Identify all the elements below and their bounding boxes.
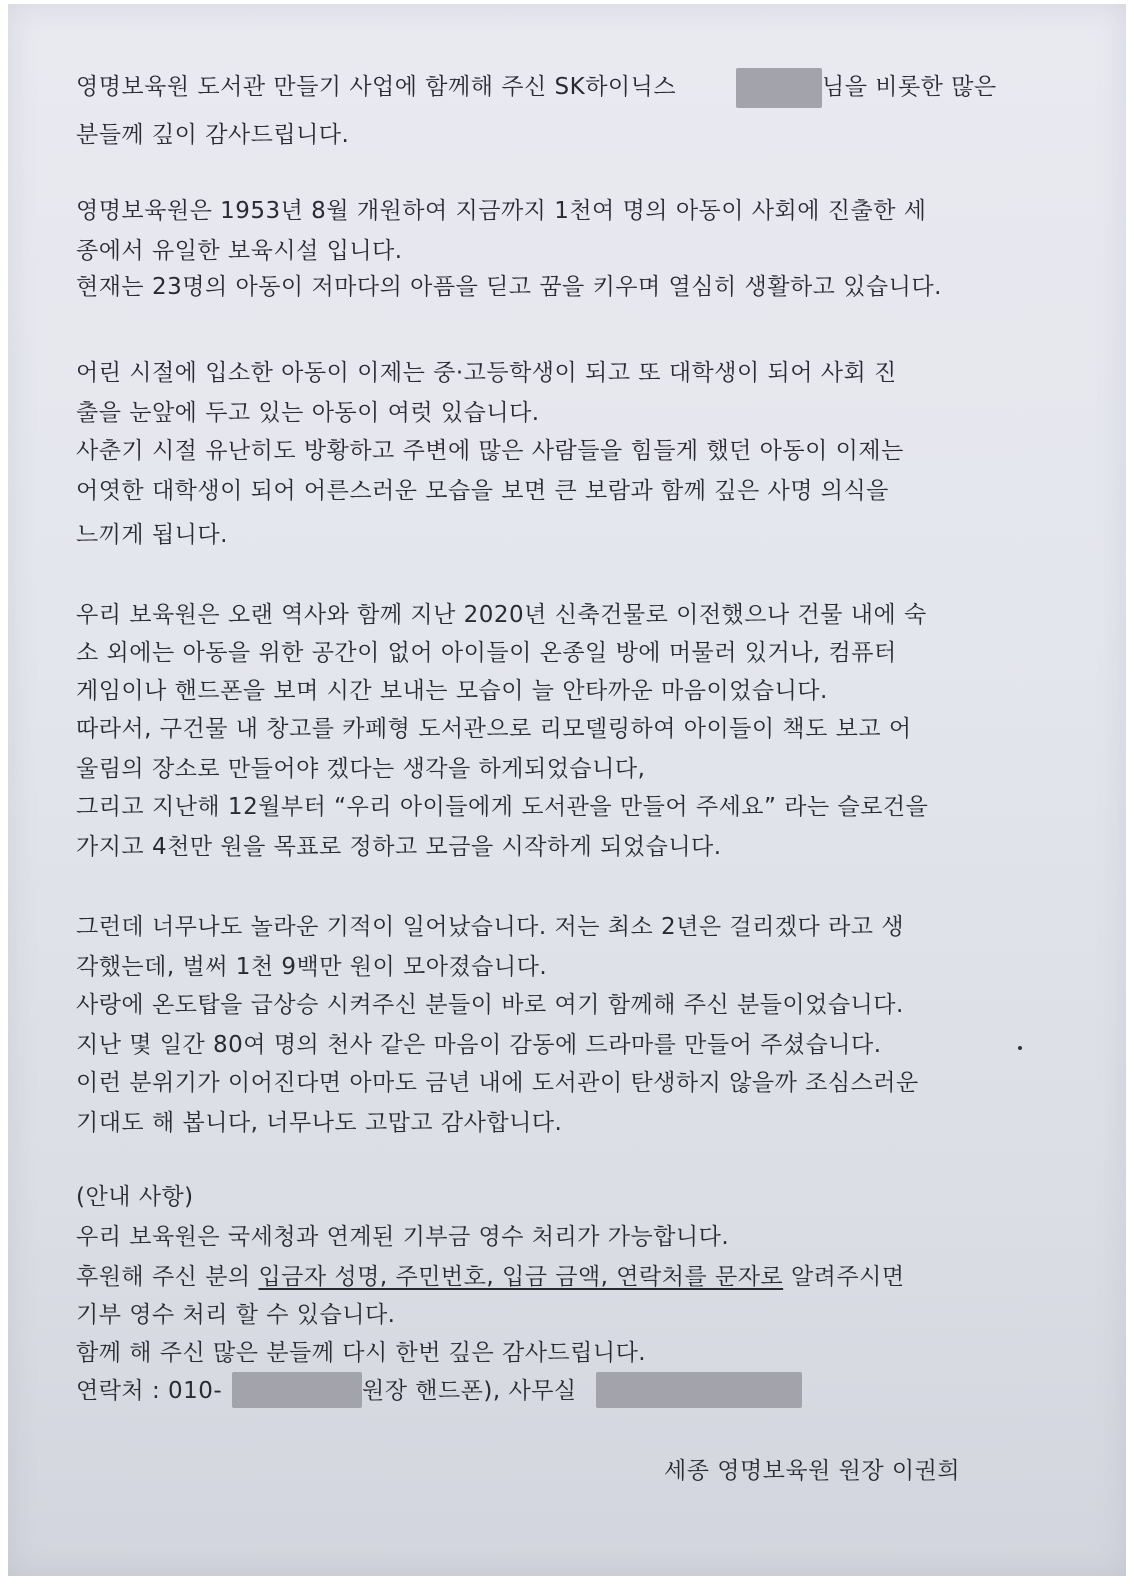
notice-heading: (안내 사항) bbox=[76, 1184, 194, 1210]
signature-line: 세종 영명보육원 원장 이권희 bbox=[664, 1458, 961, 1484]
body-line: 출을 눈앞에 두고 있는 아동이 여럿 있습니다. bbox=[76, 400, 540, 426]
body-line: 영명보육원 도서관 만들기 사업에 함께해 주신 SK하이닉스 bbox=[76, 74, 677, 100]
body-line: 소 외에는 아동을 위한 공간이 없어 아이들이 온종일 방에 머물러 있거나, 컴퓨터 bbox=[76, 640, 897, 666]
body-line: 우리 보육원은 국세청과 연계된 기부금 영수 처리가 가능합니다. bbox=[76, 1224, 730, 1250]
body-line: 함께 해 주신 많은 분들께 다시 한번 깊은 감사드립니다. bbox=[76, 1340, 647, 1366]
body-line: 울림의 장소로 만들어야 겠다는 생각을 하게되었습니다, bbox=[76, 756, 646, 782]
body-line: 어엿한 대학생이 되어 어른스러운 모습을 보면 큰 보람과 함께 깊은 사명 의식을 bbox=[76, 478, 889, 504]
body-line: 기대도 해 봅니다, 너무나도 고맙고 감사합니다. bbox=[76, 1110, 563, 1136]
body-line: 우리 보육원은 오랜 역사와 함께 지난 2020년 신축건물로 이전했으나 건물 내에 숙 bbox=[76, 602, 927, 628]
body-line: 영명보육원은 1953년 8월 개원하여 지금까지 1천여 명의 아동이 사회에 진출한 세 bbox=[76, 198, 927, 224]
body-line: 사춘기 시절 유난히도 방황하고 주변에 많은 사람들을 힘들게 했던 아동이 이제는 bbox=[76, 438, 904, 464]
body-line: 그리고 지난해 12월부터 “우리 아이들에게 도서관을 만들어 주세요” 라는 슬로건을 bbox=[76, 794, 929, 820]
body-line: 따라서, 구건물 내 창고를 카페형 도서관으로 리모델링하여 아이들이 책도 보고 어 bbox=[76, 716, 912, 742]
body-line: 지난 몇 일간 80여 명의 천사 같은 마음이 감동에 드라마를 만들어 주셨습니다. bbox=[76, 1032, 882, 1058]
body-line: 분들께 깊이 감사드립니다. bbox=[76, 122, 350, 148]
body-line: 사랑에 온도탑을 급상승 시켜주신 분들이 바로 여기 함께해 주신 분들이었습니다. bbox=[76, 992, 904, 1018]
redacted-office-phone bbox=[596, 1372, 802, 1408]
body-line: 님을 비롯한 많은 bbox=[822, 74, 997, 100]
body-line: 느끼게 됩니다. bbox=[76, 522, 228, 548]
body-line: 현재는 23명의 아동이 저마다의 아픔을 딛고 꿈을 키우며 열심히 생활하고 있습니다. bbox=[76, 274, 942, 300]
stray-mark bbox=[1018, 1046, 1022, 1050]
body-line: 종에서 유일한 보육시설 입니다. bbox=[76, 238, 403, 264]
body-line: 기부 영수 처리 할 수 있습니다. bbox=[76, 1302, 396, 1328]
redacted-name bbox=[736, 68, 822, 108]
body-line: 이런 분위기가 이어진다면 아마도 금년 내에 도서관이 탄생하지 않을까 조심스러운 bbox=[76, 1070, 919, 1096]
body-line: 가지고 4천만 원을 목표로 정하고 모금을 시작하게 되었습니다. bbox=[76, 834, 722, 860]
redacted-phone bbox=[232, 1372, 362, 1408]
body-line: 그런데 너무나도 놀라운 기적이 일어났습니다. 저는 최소 2년은 걸리겠다 라고 생 bbox=[76, 914, 905, 940]
body-line: 후원해 주신 분의 입금자 성명, 주민번호, 입금 금액, 연락처를 문자로 알려주시면 bbox=[76, 1264, 905, 1290]
body-line: 어린 시절에 입소한 아동이 이제는 중·고등학생이 되고 또 대학생이 되어 사회 진 bbox=[76, 360, 897, 386]
contact-line: 연락처 : 010- bbox=[76, 1378, 223, 1404]
contact-line: 원장 핸드폰), 사무실 bbox=[362, 1378, 577, 1404]
underlined-text: 입금자 성명, 주민번호, 입금 금액, 연락처를 문자로 bbox=[258, 1264, 784, 1290]
body-line: 각했는데, 벌써 1천 9백만 원이 모아졌습니다. bbox=[76, 954, 548, 980]
body-line: 게임이나 핸드폰을 보며 시간 보내는 모습이 늘 안타까운 마음이었습니다. bbox=[76, 678, 828, 704]
